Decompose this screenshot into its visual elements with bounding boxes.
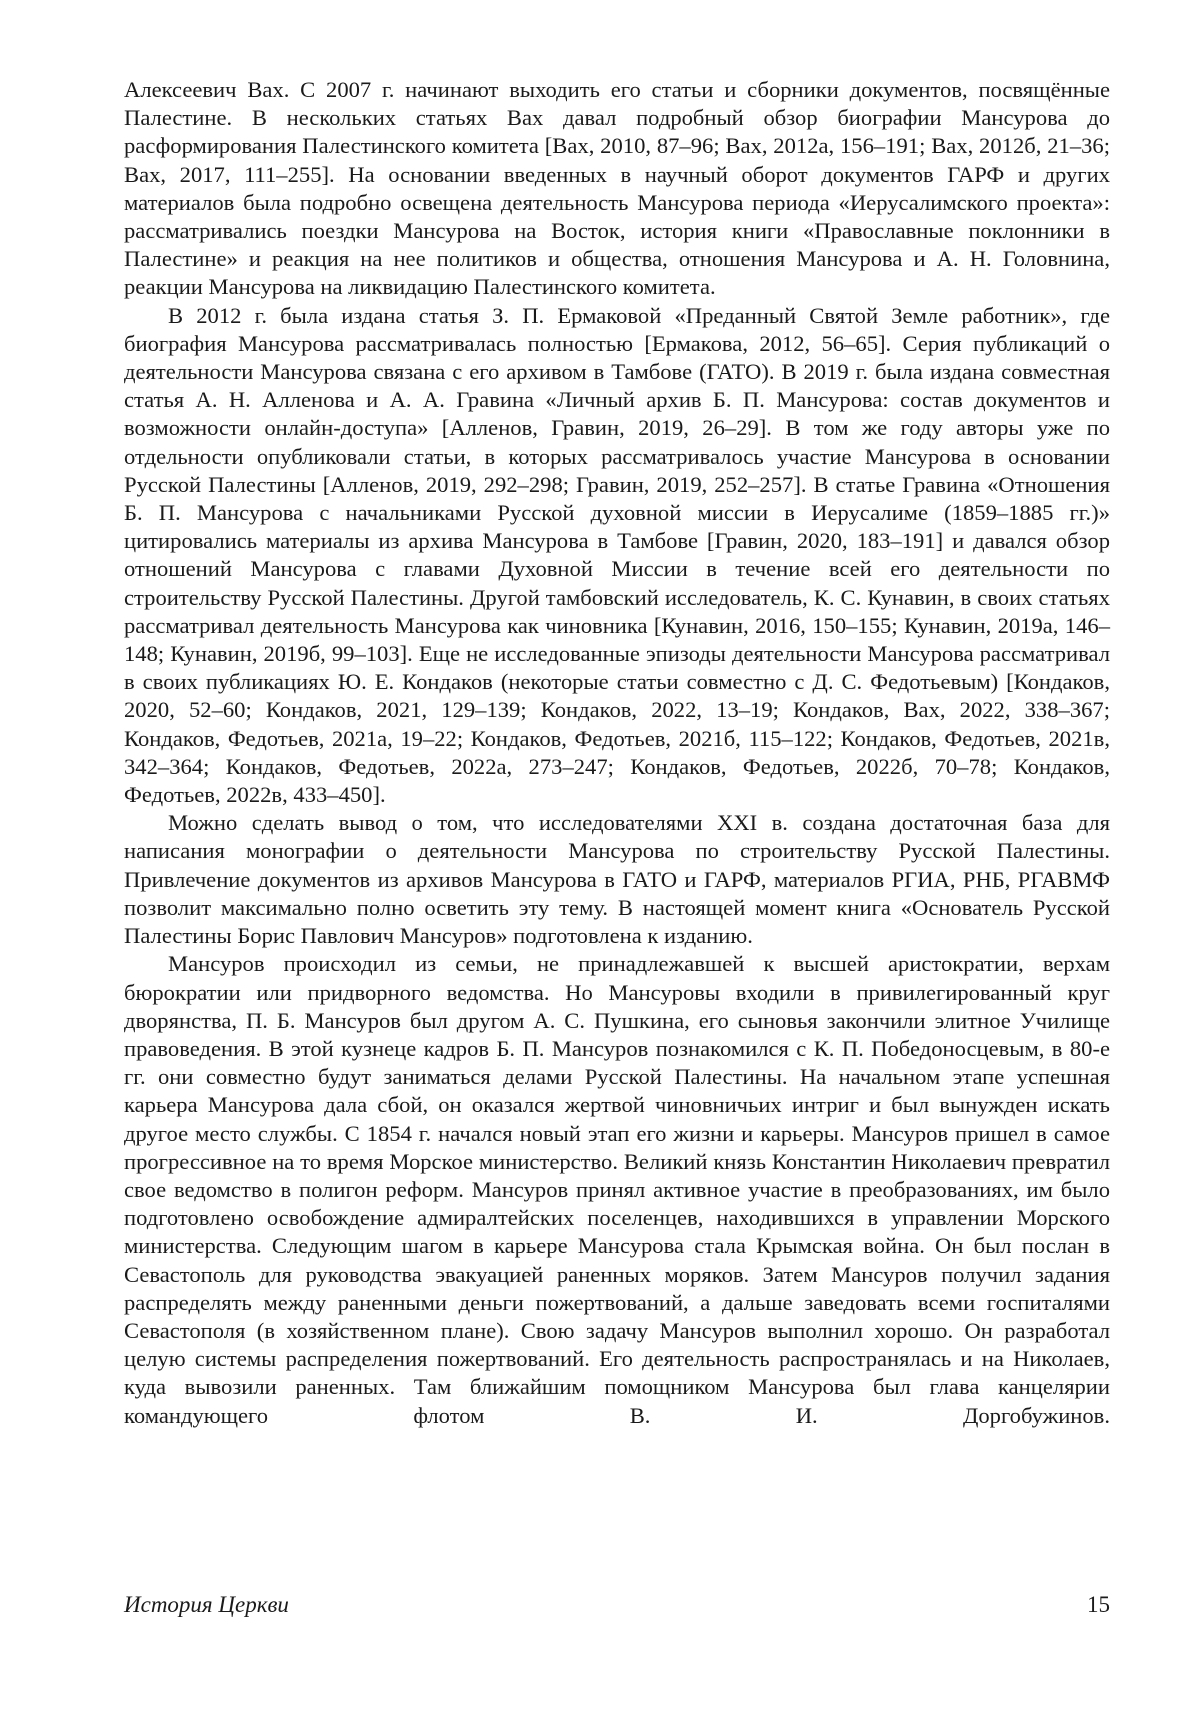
body-text bbox=[124, 76, 1110, 1430]
journal-title: История Церкви bbox=[124, 1592, 289, 1617]
page-number: 15 bbox=[1087, 1592, 1110, 1617]
paragraph-3: Можно сделать вывод о том, что исследователями XXI в. создана достаточная база для написания монографии о деятельности Мансурова по строительству Русской Палестины. Привлечение документов из архивов Мансурова в ГАТО и ГАРФ, материалов РГИА, РНБ, РГАВМФ позволит максимально полно осветить эту тему. В настоящей момент книга «Основатель Русской Палестины Борис Павлович Мансуров» подготовлена к изданию. bbox=[124, 810, 1110, 949]
paragraph-2: В 2012 г. была издана статья З. П. Ермаковой «Преданный Святой Земле работник», где биография Мансурова рассматривалась полностью [Ермакова, 2012, 56–65]. Серия публикаций о деятельности Мансурова связана с его архивом в Тамбове (ГАТО). В 2019 г. была издана совместная статья А. Н. Алленова и А. А. Гравина «Личный архив Б. П. Мансурова: состав документов и возможности онлайн-доступа» [Алленов, Гравин, 2019, 26–29]. В том же году авторы уже по отдельности опубликовали статьи, в которых рассматривалось участие Мансурова в основании Русской Палестины [Алленов, 2019, 292–298; Гравин, 2019, 252–257]. В статье Гравина «Отношения Б. П. Мансурова с начальниками Русской духовной миссии в Иерусалиме (1859–1885 гг.)» цитировались материалы из архива Мансурова в Тамбове [Гравин, 2020, 183–191] и давался обзор отношений Мансурова с главами Духовной Миссии в течение всей его деятельности по строительству Русской Палестины. Другой тамбовский исследователь, К. С. Кунавин, в своих статьях рассматривал деятельность Мансурова как чиновника [Кунавин, 2016, 150–155; Кунавин, 2019а, 146–148; Кунавин, 2019б, 99–103]. Еще не исследованные эпизоды деятельности Мансурова рассматривал в своих публикациях Ю. Е. Кондаков (некоторые статьи совместно с Д. С. Федотьевым) [Кондаков, 2020, 52–60; Кондаков, 2021, 129–139; Кондаков, 2022, 13–19; Кондаков, Вах, 2022, 338–367; Кондаков, Федотьев, 2021а, 19–22; Кондаков, Федотьев, 2021б, 115–122; Кондаков, Федотьев, 2021в, 342–364; Кондаков, Федотьев, 2022а, 273–247; Кондаков, Федотьев, 2022б, 70–78; Кондаков, Федотьев, 2022в, 433–450]. bbox=[124, 302, 1110, 808]
paragraph-4: Мансуров происходил из семьи, не принадлежавшей к высшей аристократии, верхам бюрократии или придворного ведомства. Но Мансуровы входили в привилегированный круг дворянства, П. Б. Мансуров был другом А. С. Пушкина, его сыновья закончили элитное Училище правоведения. В этой кузнеце кадров Б. П. Мансуров познакомился с К. П. Победоносцевым, в 80-е гг. они совместно будут заниматься делами Русской Палестины. На начальном этапе успешная карьера Мансурова дала сбой, он оказался жертвой чиновничьих интриг и был вынужден искать другое место службы. С 1854 г. начался новый этап его жизни и карьеры. Мансуров пришел в самое прогрессивное на то время Морское министерство. Великий князь Константин Николаевич превратил свое ведомство в полигон реформ. Мансуров принял активное участие в преобразованиях, им было подготовлено освобождение адмиралтейских поселенцев, находившихся в управлении Морского министерства. Следующим шагом в карьере Мансурова стала Крымская война. Он был послан в Севастополь для руководства эвакуацией раненных моряков. Затем Мансуров получил задания распределять между раненными деньги пожертвований, а дальше заведовать всеми госпиталями Севастополя (в хозяйственном плане). Свою задачу Мансуров выполнил хорошо. Он разработал целую системы распределения пожертвований. Его деятельность распространялась и на Николаев, куда вывозили раненных. Там ближайшим помощником Мансурова был глава канцелярии командующего флотом В. И. Доргобужинов. bbox=[124, 951, 1110, 1428]
paragraph-1: Алексеевич Вах. С 2007 г. начинают выходить его статьи и сборники документов, посвящённые Палестине. В нескольких статьях Вах давал подробный обзор биографии Мансурова до расформирования Палестинского комитета [Вах, 2010, 87–96; Вах, 2012а, 156–191; Вах, 2012б, 21–36; Вах, 2017, 111–255]. На основании введенных в научный оборот документов ГАРФ и других материалов была подробно освещена деятельность Мансурова периода «Иерусалимского проекта»: рассматривались поездки Мансурова на Восток, история книги «Православные поклонники в Палестине» и реакция на нее политиков и общества, отношения Мансурова и А. Н. Головнина, реакции Мансурова на ликвидацию Палестинского комитета. bbox=[124, 77, 1110, 300]
page-footer bbox=[124, 1592, 1110, 1626]
